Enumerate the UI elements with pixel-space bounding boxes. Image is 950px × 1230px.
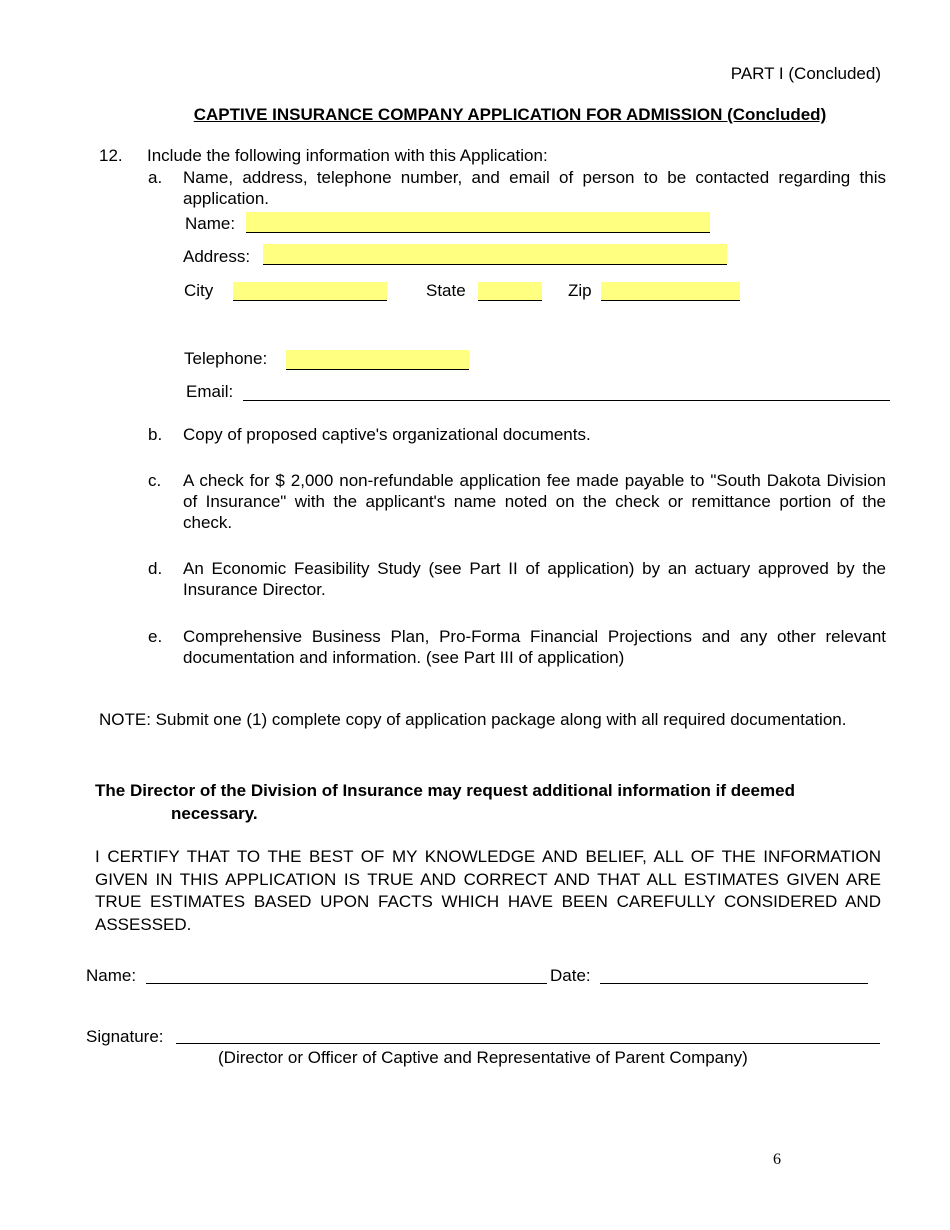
item-number: 12. — [99, 146, 123, 165]
signature-caption: (Director or Officer of Captive and Representative of Parent Company) — [218, 1048, 748, 1067]
contact-city-field[interactable] — [233, 282, 387, 301]
item-e-text: Comprehensive Business Plan, Pro-Forma Financial Projections and any other relevant documentation and information. (see Part III of application) — [183, 627, 886, 667]
contact-name-label: Name: — [185, 214, 236, 233]
contact-telephone-label: Telephone: — [184, 349, 268, 368]
director-statement-line1: The Director of the Division of Insurance may request additional information if deemed — [95, 781, 795, 800]
director-statement-line2: necessary. — [171, 804, 258, 823]
certification-text: I CERTIFY THAT TO THE BEST OF MY KNOWLEDGE AND BELIEF, ALL OF THE INFORMATION GIVEN IN THIS APPLICATION IS TRUE AND CORRECT AND THAT ALL ESTIMATES GIVEN ARE TRUE ESTIMATES BASED UPON FACTS WHICH HAVE BEEN CAREFULLY CONSIDERED AND ASSESSED. — [95, 847, 881, 934]
contact-telephone-field[interactable] — [286, 350, 469, 370]
signer-name-label: Name: — [86, 966, 137, 985]
contact-state-field[interactable] — [478, 282, 542, 301]
page-title: CAPTIVE INSURANCE COMPANY APPLICATION FOR ADMISSION (Concluded) — [193, 105, 827, 124]
note-text: NOTE: Submit one (1) complete copy of application package along with all required documentation. — [99, 710, 847, 729]
contact-zip-field[interactable] — [601, 282, 740, 301]
item-d-text: An Economic Feasibility Study (see Part II of application) by an actuary approved by the Insurance Director. — [183, 559, 886, 599]
item-b-text: Copy of proposed captive's organizational documents. — [183, 425, 591, 444]
signer-date-label: Date: — [550, 966, 591, 985]
signature-label: Signature: — [86, 1027, 164, 1046]
page-number: 6 — [773, 1151, 781, 1168]
item-b-letter: b. — [148, 425, 163, 444]
contact-email-field[interactable] — [243, 400, 890, 401]
item-e-letter: e. — [148, 627, 163, 646]
contact-email-label: Email: — [186, 382, 234, 401]
item-c-text: A check for $ 2,000 non-refundable application fee made payable to "South Dakota Division of Insurance" with the applicant's name noted on the check or remittance portion of the check. — [183, 471, 886, 532]
signature-field[interactable] — [176, 1043, 880, 1044]
contact-city-label: City — [184, 281, 214, 300]
item-a-text: Name, address, telephone number, and email of person to be contacted regarding this application. — [183, 168, 886, 208]
item-c-letter: c. — [148, 471, 162, 490]
item-intro: Include the following information with this Application: — [147, 146, 548, 165]
contact-zip-label: Zip — [568, 281, 592, 300]
part-label: PART I (Concluded) — [730, 64, 881, 83]
item-a-letter: a. — [148, 168, 163, 187]
contact-address-label: Address: — [183, 247, 251, 266]
contact-address-field[interactable] — [263, 244, 727, 265]
signer-name-field[interactable] — [146, 983, 547, 984]
contact-state-label: State — [426, 281, 466, 300]
item-d-letter: d. — [148, 559, 163, 578]
contact-name-field[interactable] — [246, 212, 710, 233]
signer-date-field[interactable] — [600, 983, 868, 984]
